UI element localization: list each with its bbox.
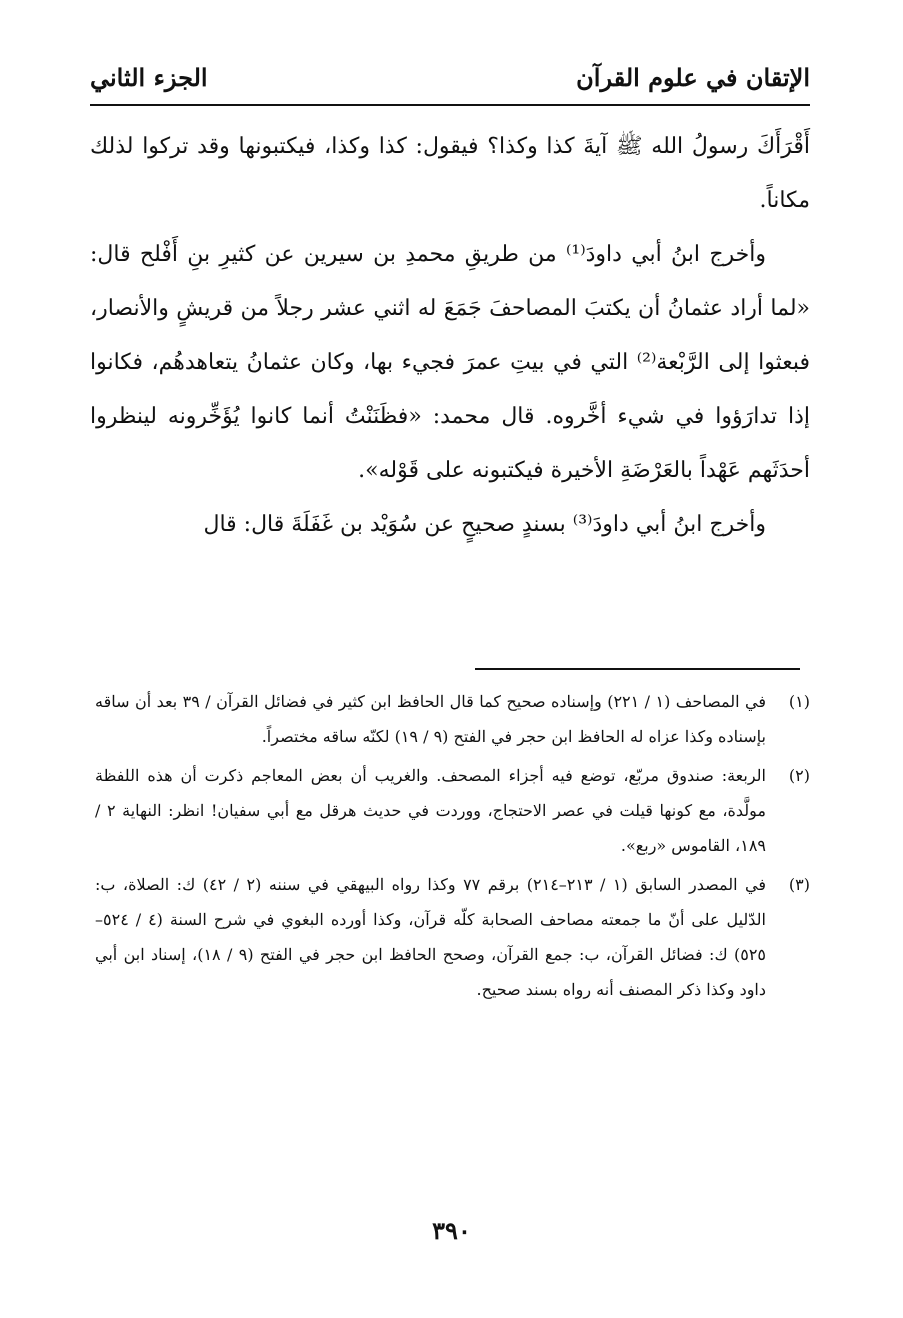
footnote-number: (٢) bbox=[788, 766, 810, 785]
book-title: الإتقان في علوم القرآن bbox=[576, 63, 810, 92]
paragraph: أَقْرَأَكَ رسولُ الله ﷺ آيةَ كذا وكذا؟ فيقول: كذا وكذا، فيكتبونها وقد تركوا لذلك مكاناً. bbox=[90, 134, 810, 213]
header-divider bbox=[90, 104, 810, 106]
footnote-number: (١) bbox=[788, 692, 810, 711]
paragraph: وأخرج ابنُ أبي داودَ⁽¹⁾ من طريقِ محمدِ بن سيرين عن كثيرِ بنِ أَفْلح قال: «لما أراد عثمانُ أن يكتبَ المصاحفَ جَمَعَ له اثني عشر رجلاً من قريشٍ والأنصار، فبعثوا إلى الرَّبْعة⁽²⁾ التي في بيتِ عمرَ فجيء بها، وكان عثمانُ يتعاهدهُم، فكانوا إذا تدارَؤوا في شيء أخَّروه. قال محمد: «فظَنَنْتُ أنما كانوا يُؤَخِّرونه لينظروا أحدَثَهم عَهْداً بالعَرْضَةِ الأخيرة فيكتبونه على قَوْله». bbox=[90, 242, 810, 483]
footnote-text: الربعة: صندوق مربّع، توضع فيه أجزاء المصحف. والغريب أن بعض المعاجم ذكرت أن هذه اللفظة مولَّدة، مع كونها قيلت في عصر الاحتجاج، ووردت في حديث هرقل مع أبي سفيان! انظر: النهاية ٢ / ١٨٩، القاموس «ربع». bbox=[95, 766, 766, 855]
main-text bbox=[90, 120, 810, 552]
footnote-number: (٣) bbox=[788, 875, 810, 894]
running-header bbox=[90, 58, 810, 106]
volume-label: الجزء الثاني bbox=[90, 63, 208, 92]
footnote-divider bbox=[475, 668, 800, 670]
footnotes bbox=[95, 684, 810, 1011]
footnote-text: في المصاحف (١ / ٢٢١) وإسناده صحيح كما قال الحافظ ابن كثير في فضائل القرآن / ٣٩ بعد أن ساقه بإسناده وكذا عزاه له الحافظ ابن حجر في الفتح (٩ / ١٩) لكنّه ساقه مختصراً. bbox=[95, 692, 766, 746]
page-number: ٣٩٠ bbox=[432, 1216, 471, 1245]
footnote-text: في المصدر السابق (١ / ٢١٣–٢١٤) برقم ٧٧ وكذا رواه البيهقي في سننه (٢ / ٤٢) ك: الصلاة، ب: الدّليل على أنّ ما جمعته مصاحف الصحابة كلّه قرآن، وكذا أورده البغوي في شرح السنة (٤ / ٥٢٤–٥٢٥) ك: فضائل القرآن، ب: جمع القرآن، وصحح الحافظ ابن حجر في الفتح (٩ / ١٨)، إسناد ابن أبي داود وكذا ذكر المصنف أنه رواه بسند صحيح. bbox=[95, 875, 767, 999]
footnote bbox=[95, 684, 810, 754]
footnote bbox=[95, 758, 810, 863]
paragraph: وأخرج ابنُ أبي داودَ⁽³⁾ بسندٍ صحيحٍ عن سُوَيْد بن غَفَلَةَ قال: قال bbox=[203, 512, 766, 537]
footnote bbox=[95, 867, 810, 1007]
